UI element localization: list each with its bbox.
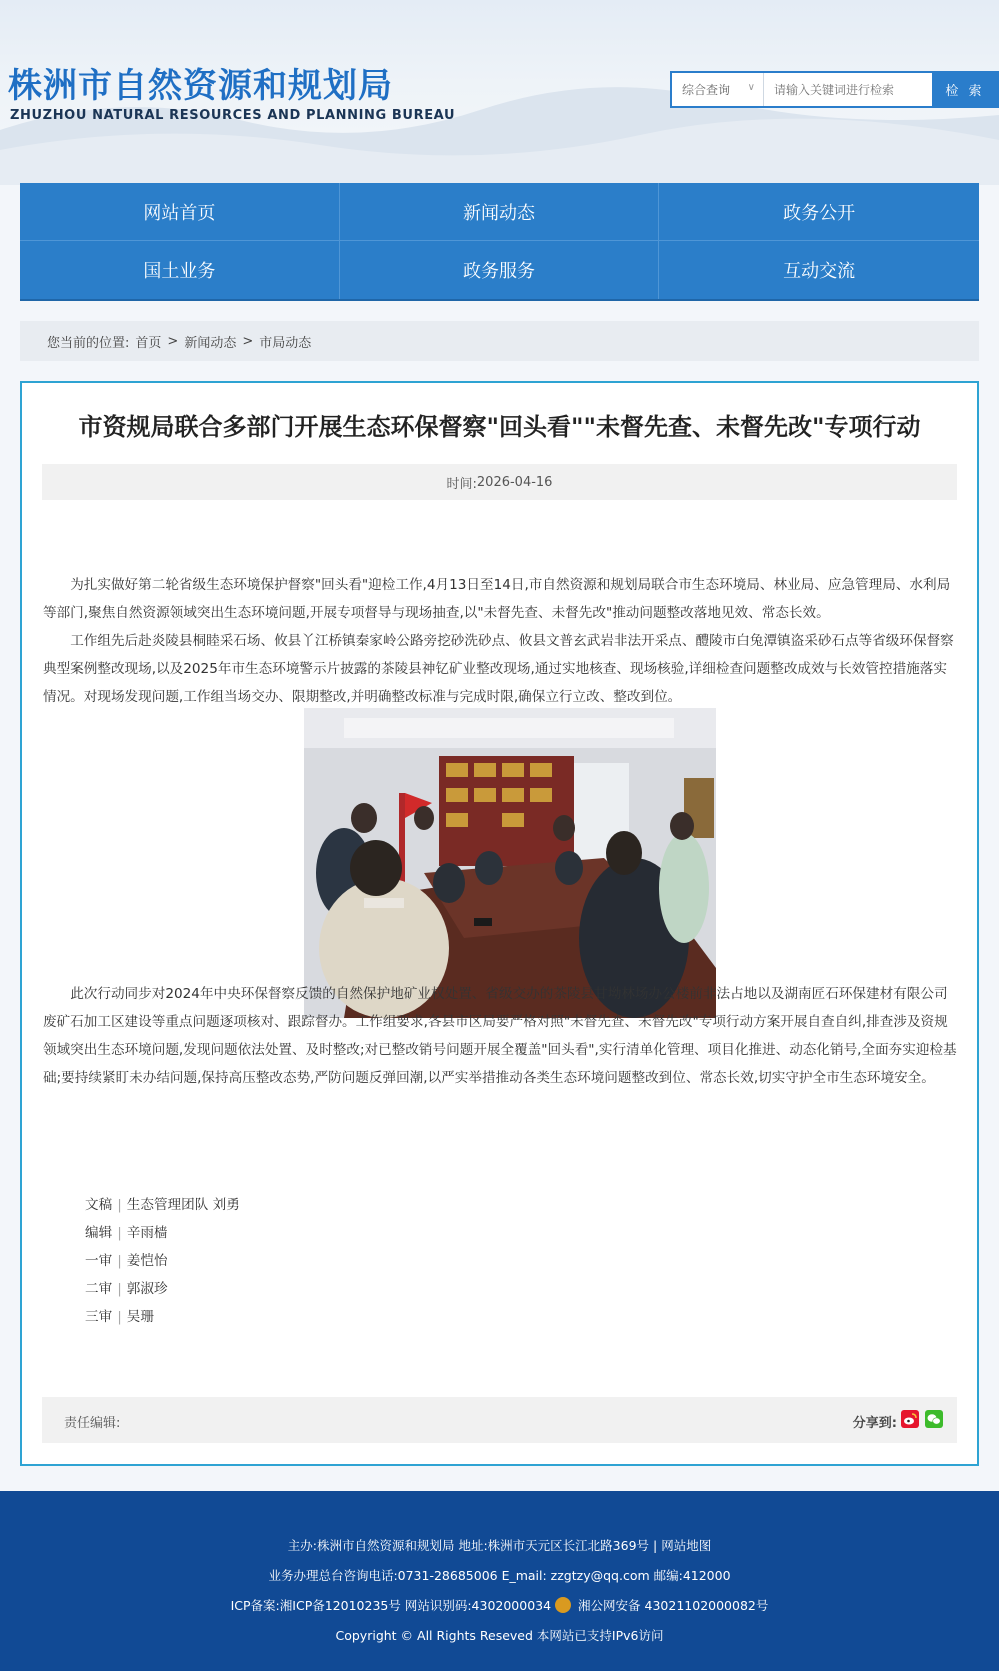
footer-copyright: Copyright © All Rights Reseved 本网站已支持IPv6访问 bbox=[335, 1628, 664, 1643]
share-label: 分享到: bbox=[852, 1416, 897, 1431]
footer-contact-line: 业务办理总台咨询电话:0731-28685006 E_mail: zzgtzy@qq.com 邮编:412000 bbox=[268, 1568, 731, 1583]
nav-item-public-affairs[interactable]: 政务公开 bbox=[659, 183, 979, 241]
credit-role: 二审 bbox=[85, 1281, 113, 1297]
credit-role: 编辑 bbox=[85, 1225, 113, 1241]
article-paragraph-3: 此次行动同步对2024年中央环保督察反馈的自然保护地矿业权处置、省级交办的茶陵县甘坳林场办公楼前非法占地以及湖南匠石环保建材有限公司废矿石加工区建设等重点问题逐项核对、跟踪督办。工作组要求,各县市区局要严格对照"未督先查、未督先改"专项行动方案开展自查自纠,排查涉及资规领域突出生态环境问题,发现问题依法处置、及时整改;对已整改销号问题开展全覆盖"回头看",实行清单化管理、项目化推进、动态化销号,全面夯实迎检基础;要持续紧盯未办结问题,保持高压整改态势,严防问题反弹回潮,以严实举措推动各类生态环境问题整改到位、常态长效,切实守护全市生态环境安全。 bbox=[43, 986, 957, 1086]
breadcrumb-city-news[interactable]: 市局动态 bbox=[259, 335, 312, 351]
footer-icp-text[interactable]: ICP备案:湘ICP备12010235号 网站识别码:4302000034 bbox=[230, 1598, 552, 1613]
credit-name: 吴珊 bbox=[126, 1309, 154, 1325]
footer-police-record[interactable]: 湘公网安备 43021102000082号 bbox=[578, 1598, 769, 1613]
wechat-share-icon[interactable] bbox=[925, 1410, 943, 1428]
footer-sponsor-line[interactable]: 主办:株洲市自然资源和规划局 地址:株洲市天元区长江北路369号 | 网站地图 bbox=[287, 1538, 712, 1553]
main-nav bbox=[20, 183, 979, 301]
article-panel bbox=[20, 381, 979, 1466]
credit-divider: | bbox=[117, 1309, 122, 1325]
meeting-photo bbox=[304, 708, 716, 1018]
chevron-down-icon: ∨ bbox=[747, 82, 755, 93]
site-header bbox=[0, 0, 999, 185]
credit-divider: | bbox=[117, 1281, 122, 1297]
breadcrumb-separator: > bbox=[167, 333, 179, 349]
search-input[interactable] bbox=[764, 73, 932, 106]
article-footer-bar bbox=[42, 1397, 957, 1443]
nav-item-land-business[interactable]: 国土业务 bbox=[20, 241, 340, 299]
time-label: 时间: bbox=[446, 476, 477, 492]
site-logo-title[interactable]: 株洲市自然资源和规划局 bbox=[8, 66, 393, 106]
credit-name: 郭淑珍 bbox=[126, 1281, 168, 1297]
search-button[interactable]: 检 索 bbox=[932, 73, 998, 106]
credit-role: 文稿 bbox=[85, 1197, 113, 1213]
nav-item-news[interactable]: 新闻动态 bbox=[340, 183, 660, 241]
credit-name: 姜恺怡 bbox=[126, 1253, 168, 1269]
article-credits bbox=[85, 1191, 240, 1331]
site-footer bbox=[0, 1491, 999, 1671]
article-meta bbox=[42, 464, 957, 500]
weibo-share-icon[interactable] bbox=[901, 1410, 919, 1428]
responsible-editor-label: 责任编辑: bbox=[64, 1416, 121, 1431]
site-logo-subtitle: ZHUZHOU NATURAL RESOURCES AND PLANNING BUREAU bbox=[10, 108, 456, 123]
credit-row bbox=[85, 1247, 240, 1275]
article-paragraph-2: 工作组先后赴炎陵县桐睦采石场、攸县丫江桥镇秦家岭公路旁挖砂洗砂点、攸县文普玄武岩非法开采点、醴陵市白兔潭镇盗采砂石点等省级环保督察典型案例整改现场,以及2025年市生态环境警示片披露的茶陵县神钇矿业整改现场,通过实地核查、现场核验,详细检查问题整改成效与长效管控措施落实情况。对现场发现问题,工作组当场交办、限期整改,并明确整改标准与完成时限,确保立行立改、整改到位。 bbox=[43, 633, 954, 705]
article-paragraph-1: 为扎实做好第二轮省级生态环境保护督察"回头看"迎检工作,4月13日至14日,市自然资源和规划局联合市生态环境局、林业局、应急管理局、水利局等部门,聚焦自然资源领域突出生态环境问题,开展专项督导与现场抽查,以"未督先查、未督先改"推动问题整改落地见效、常态长效。 bbox=[43, 577, 951, 621]
credit-row bbox=[85, 1275, 240, 1303]
footer-icp-line bbox=[0, 1596, 999, 1614]
credit-row bbox=[85, 1191, 240, 1219]
breadcrumb-separator: > bbox=[242, 333, 254, 349]
search-bar bbox=[670, 71, 999, 108]
credit-name: 辛雨樯 bbox=[126, 1225, 168, 1241]
credit-divider: | bbox=[117, 1225, 122, 1241]
breadcrumb-news[interactable]: 新闻动态 bbox=[184, 335, 237, 351]
credit-row bbox=[85, 1303, 240, 1331]
search-scope-select[interactable] bbox=[672, 73, 764, 106]
search-scope-label: 综合查询 bbox=[682, 83, 731, 97]
breadcrumb bbox=[20, 321, 979, 361]
breadcrumb-label: 您当前的位置: bbox=[47, 335, 130, 351]
credit-name: 生态管理团队 刘勇 bbox=[126, 1197, 240, 1213]
credit-divider: | bbox=[117, 1253, 122, 1269]
article-title: 市资规局联合多部门开展生态环保督察"回头看""未督先查、未督先改"专项行动 bbox=[78, 413, 921, 441]
police-badge-icon bbox=[555, 1597, 571, 1613]
nav-item-home[interactable]: 网站首页 bbox=[20, 183, 340, 241]
credit-row bbox=[85, 1219, 240, 1247]
nav-item-gov-services[interactable]: 政务服务 bbox=[340, 241, 660, 299]
breadcrumb-home[interactable]: 首页 bbox=[135, 335, 162, 351]
publish-date: 2026-04-16 bbox=[476, 474, 553, 490]
credit-role: 三审 bbox=[85, 1309, 113, 1325]
credit-role: 一审 bbox=[85, 1253, 113, 1269]
nav-item-interaction[interactable]: 互动交流 bbox=[783, 261, 856, 282]
credit-divider: | bbox=[117, 1197, 122, 1213]
